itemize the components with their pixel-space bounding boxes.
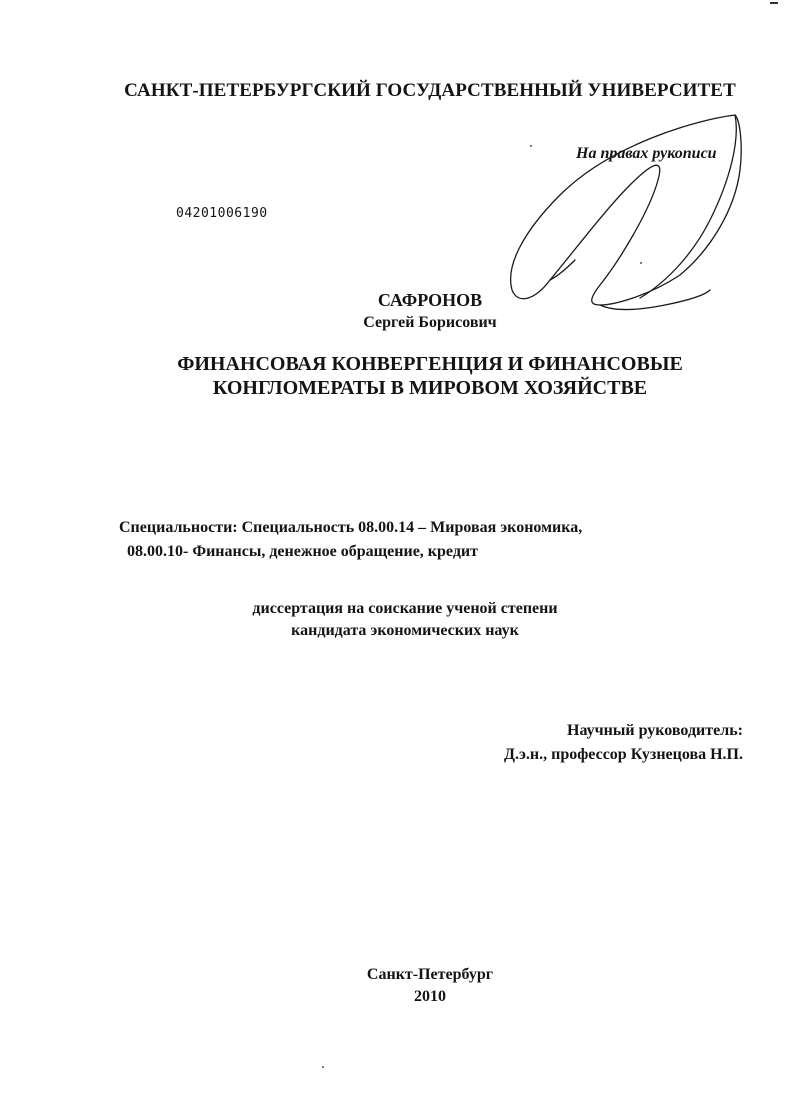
- dissertation-title: [0, 352, 793, 400]
- catalog-number: 04201006190: [176, 206, 268, 221]
- degree-line-1: диссертация на соискание ученой степени: [252, 600, 558, 617]
- specialties-line-2: 08.00.10- Финансы, денежное обращение, кредит: [127, 543, 478, 560]
- scan-speck: [640, 262, 642, 264]
- specialties-line-1: Специальности: Специальность 08.00.14 – Мировая экономика,: [119, 519, 583, 536]
- scan-speck: [530, 145, 532, 147]
- degree-line-2: кандидата экономических наук: [291, 622, 519, 639]
- supervisor-name: Д.э.н., профессор Кузнецова Н.П.: [503, 746, 743, 763]
- city-year-block: [0, 964, 793, 1008]
- year: 2010: [414, 988, 446, 1005]
- degree-statement: [0, 598, 793, 642]
- city: Санкт-Петербург: [366, 966, 494, 983]
- handwritten-signature: [490, 100, 760, 320]
- university-name: САНКТ-ПЕТЕРБУРГСКИЙ ГОСУДАРСТВЕННЫЙ УНИВЕРСИТЕТ: [124, 80, 736, 101]
- author-given-names: Сергей Борисович: [363, 314, 497, 331]
- author-surname: САФРОНОВ: [377, 290, 483, 310]
- scan-corner-mark: [770, 2, 778, 5]
- supervisor-label: Научный руководитель:: [567, 722, 743, 739]
- scan-speck: [322, 1066, 324, 1068]
- title-line-1: ФИНАНСОВАЯ КОНВЕРГЕНЦИЯ И ФИНАНСОВЫЕ: [177, 353, 683, 375]
- title-line-2: КОНГЛОМЕРАТЫ В МИРОВОМ ХОЗЯЙСТВЕ: [212, 377, 648, 399]
- rights-note: На правах рукописи: [576, 145, 717, 162]
